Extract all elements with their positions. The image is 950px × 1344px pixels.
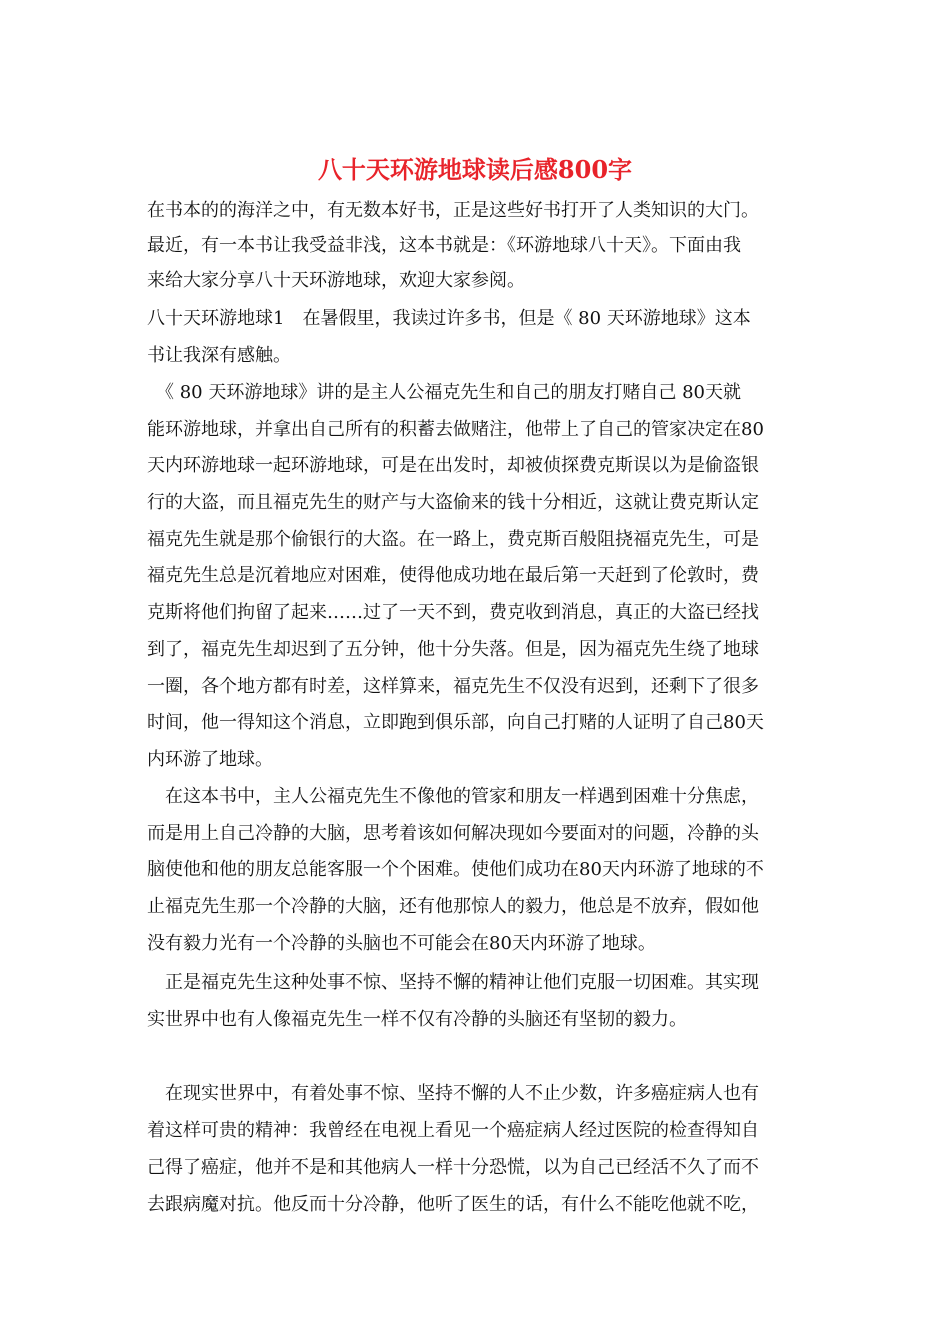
text-line: 内环游了地球。 bbox=[147, 749, 273, 770]
text-line: 来给大家分享八十天环游地球，欢迎大家参阅。 bbox=[147, 270, 525, 291]
text-line: 时间，他一得知这个消息，立即跑到俱乐部，向自己打赌的人证明了自己80天 bbox=[147, 712, 764, 733]
text-line: 福克先生就是那个偷银行的大盗。在一路上，费克斯百般阻挠福克先生，可是 bbox=[147, 529, 759, 550]
text-line: 天内环游地球一起环游地球，可是在出发时，却被侦探费克斯误以为是偷盗银 bbox=[147, 455, 759, 476]
text-line: 最近，有一本书让我受益非浅，这本书就是：《环游地球八十天》。下面由我 bbox=[147, 235, 741, 256]
text-line: 去跟病魔对抗。他反而十分冷静，他听了医生的话，有什么不能吃他就不吃， bbox=[147, 1194, 759, 1215]
text-line: 着这样可贵的精神：我曾经在电视上看见一个癌症病人经过医院的检查得知自 bbox=[147, 1120, 759, 1141]
text-line: 而是用上自己冷静的大脑，思考着该如何解决现如今要面对的问题，冷静的头 bbox=[147, 823, 759, 844]
text-line: 福克先生总是沉着地应对困难，使得他成功地在最后第一天赶到了伦敦时，费 bbox=[147, 565, 759, 586]
text-line: 《 80 天环游地球》讲的是主人公福克先生和自己的朋友打赌自己 80天就 bbox=[147, 382, 741, 403]
text-line: 在现实世界中，有着处事不惊、坚持不懈的人不止少数，许多癌症病人也有 bbox=[147, 1083, 759, 1104]
text-line: 脑使他和他的朋友总能客服一个个困难。使他们成功在80天内环游了地球的不 bbox=[147, 859, 764, 880]
text-line: 在书本的的海洋之中，有无数本好书，正是这些好书打开了人类知识的大门。 bbox=[147, 200, 759, 221]
text-line: 书让我深有感触。 bbox=[147, 345, 291, 366]
text-line: 一圈，各个地方都有时差，这样算来，福克先生不仅没有迟到，还剩下了很多 bbox=[147, 676, 759, 697]
text-line: 实世界中也有人像福克先生一样不仅有冷静的头脑还有坚韧的毅力。 bbox=[147, 1009, 687, 1030]
text-line: 八十天环游地球1 在暑假里，我读过许多书，但是《 80 天环游地球》这本 bbox=[147, 308, 751, 329]
text-line: 在这本书中，主人公福克先生不像他的管家和朋友一样遇到困难十分焦虑， bbox=[147, 786, 759, 807]
text-line: 行的大盗，而且福克先生的财产与大盗偷来的钱十分相近，这就让费克斯认定 bbox=[147, 492, 759, 513]
text-line: 没有毅力光有一个冷静的头脑也不可能会在80天内环游了地球。 bbox=[147, 933, 656, 954]
text-line: 正是福克先生这种处事不惊、坚持不懈的精神让他们克服一切困难。其实现 bbox=[147, 972, 759, 993]
text-line: 能环游地球，并拿出自己所有的积蓄去做赌注，他带上了自己的管家决定在80 bbox=[147, 419, 764, 440]
text-line: 到了，福克先生却迟到了五分钟，他十分失落。但是，因为福克先生绕了地球 bbox=[147, 639, 759, 660]
text-line: 克斯将他们拘留了起来……过了一天不到，费克收到消息，真正的大盗已经找 bbox=[147, 602, 759, 623]
text-line: 己得了癌症，他并不是和其他病人一样十分恐慌，以为自己已经活不久了而不 bbox=[147, 1157, 759, 1178]
text-line: 止福克先生那一个冷静的大脑，还有他那惊人的毅力，他总是不放弃，假如他 bbox=[147, 896, 759, 917]
document-title: 八十天环游地球读后感800字 bbox=[317, 155, 633, 184]
